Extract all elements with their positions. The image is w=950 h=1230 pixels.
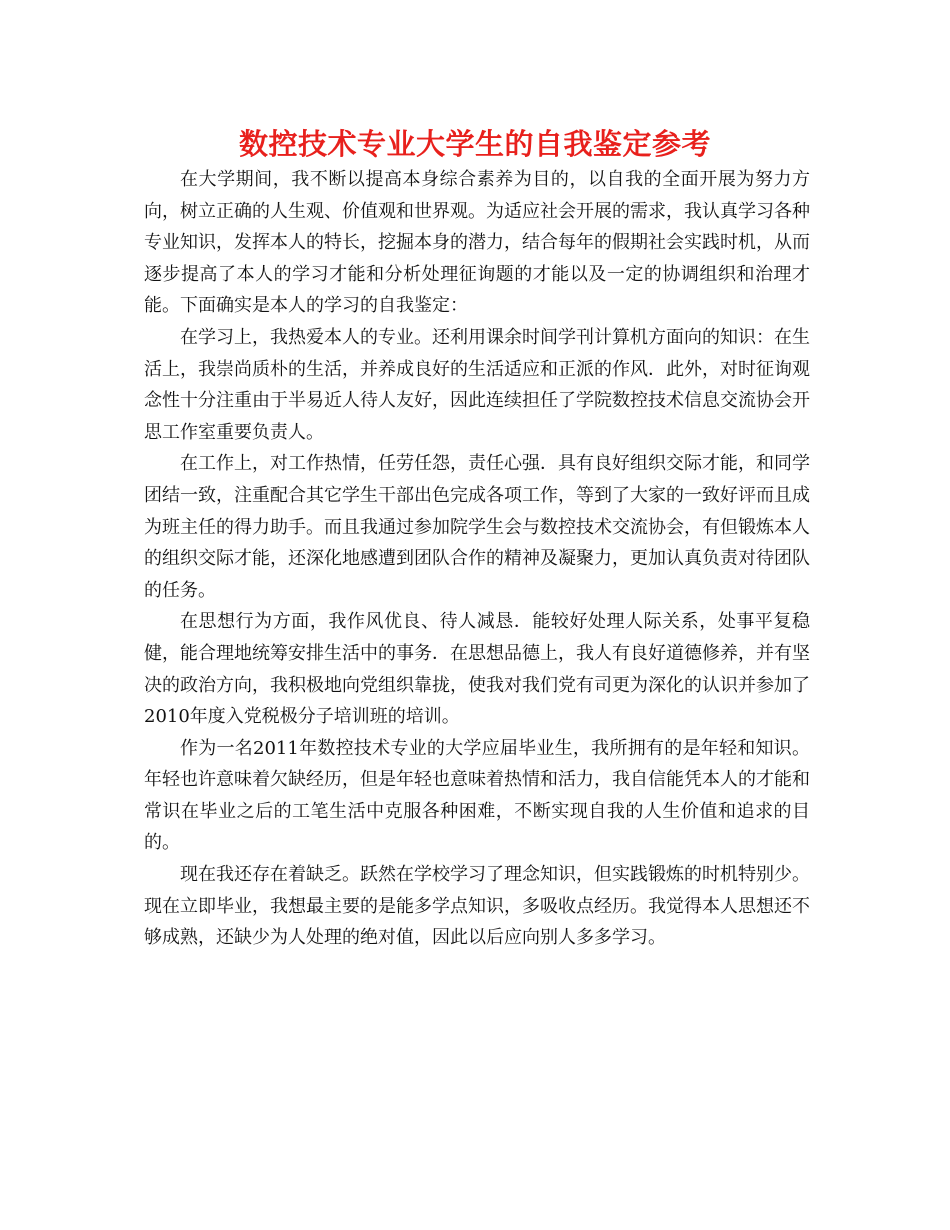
document-title: 数控技术专业大学生的自我鉴定参考 [238,127,711,161]
paragraph-3: 在工作上，对工作热情，任劳任怨，责任心强．具有良好组织交际才能，和同学团结一致，注重配合其它学生干部出色完成各项工作，等到了大家的一致好评而且成为班主任的得力助手。而且我通过参加院学生会与数控技术交流协会，有但锻炼本人的组织交际才能，还深化地感遭到团队合作的精神及凝聚力，更加认真负责对待团队的任务。 [144,453,810,601]
paragraph-4: 在思想行为方面，我作风优良、待人减恳．能较好处理人际关系，处事平复稳健，能合理地统筹安排生活中的事务．在思想品德上，我人有良好道德修养，并有坚决的政治方向，我积极地向党组织靠拢，使我对我们党有司更为深化的认识并参加了2010年度入党税极分子培训班的培训。 [144,611,810,728]
paragraph-1: 在大学期间，我不断以提高本身综合素养为目的，以自我的全面开展为努力方向，树立正确的人生观、价值观和世界观。为适应社会开展的需求，我认真学习各种专业知识，发挥本人的特长，挖掘本身的潜力，结合每年的假期社会实践时机，从而逐步提高了本人的学习才能和分析处理征询题的才能以及一定的协调组织和治理才能。下面确实是本人的学习的自我鉴定： [144,169,810,317]
paragraph-2: 在学习上，我热爱本人的专业。还利用课余时间学刊计算机方面向的知识：在生活上，我崇尚质朴的生活，并养成良好的生活适应和正派的作风．此外，对时征询观念性十分注重由于半易近人待人友好，因此连续担任了学院数控技术信息交流协会开思工作室重要负责人。 [144,326,810,443]
paragraph-6: 现在我还存在着缺乏。跃然在学校学习了理念知识，但实践锻炼的时机特别少。现在立即毕业，我想最主要的是能多学点知识，多吸收点经历。我觉得本人思想还不够成熟，还缺少为人处理的绝对值，因此以后应向别人多多学习。 [144,864,810,949]
document-body [144,164,810,954]
paragraph-5: 作为一名2011年数控技术专业的大学应届毕业生，我所拥有的是年轻和知识。年轻也许意味着欠缺经历，但是年轻也意味着热情和活力，我自信能凭本人的才能和常识在毕业之后的工笔生活中克服各种困难，不断实现自我的人生价值和追求的目的。 [144,737,810,854]
